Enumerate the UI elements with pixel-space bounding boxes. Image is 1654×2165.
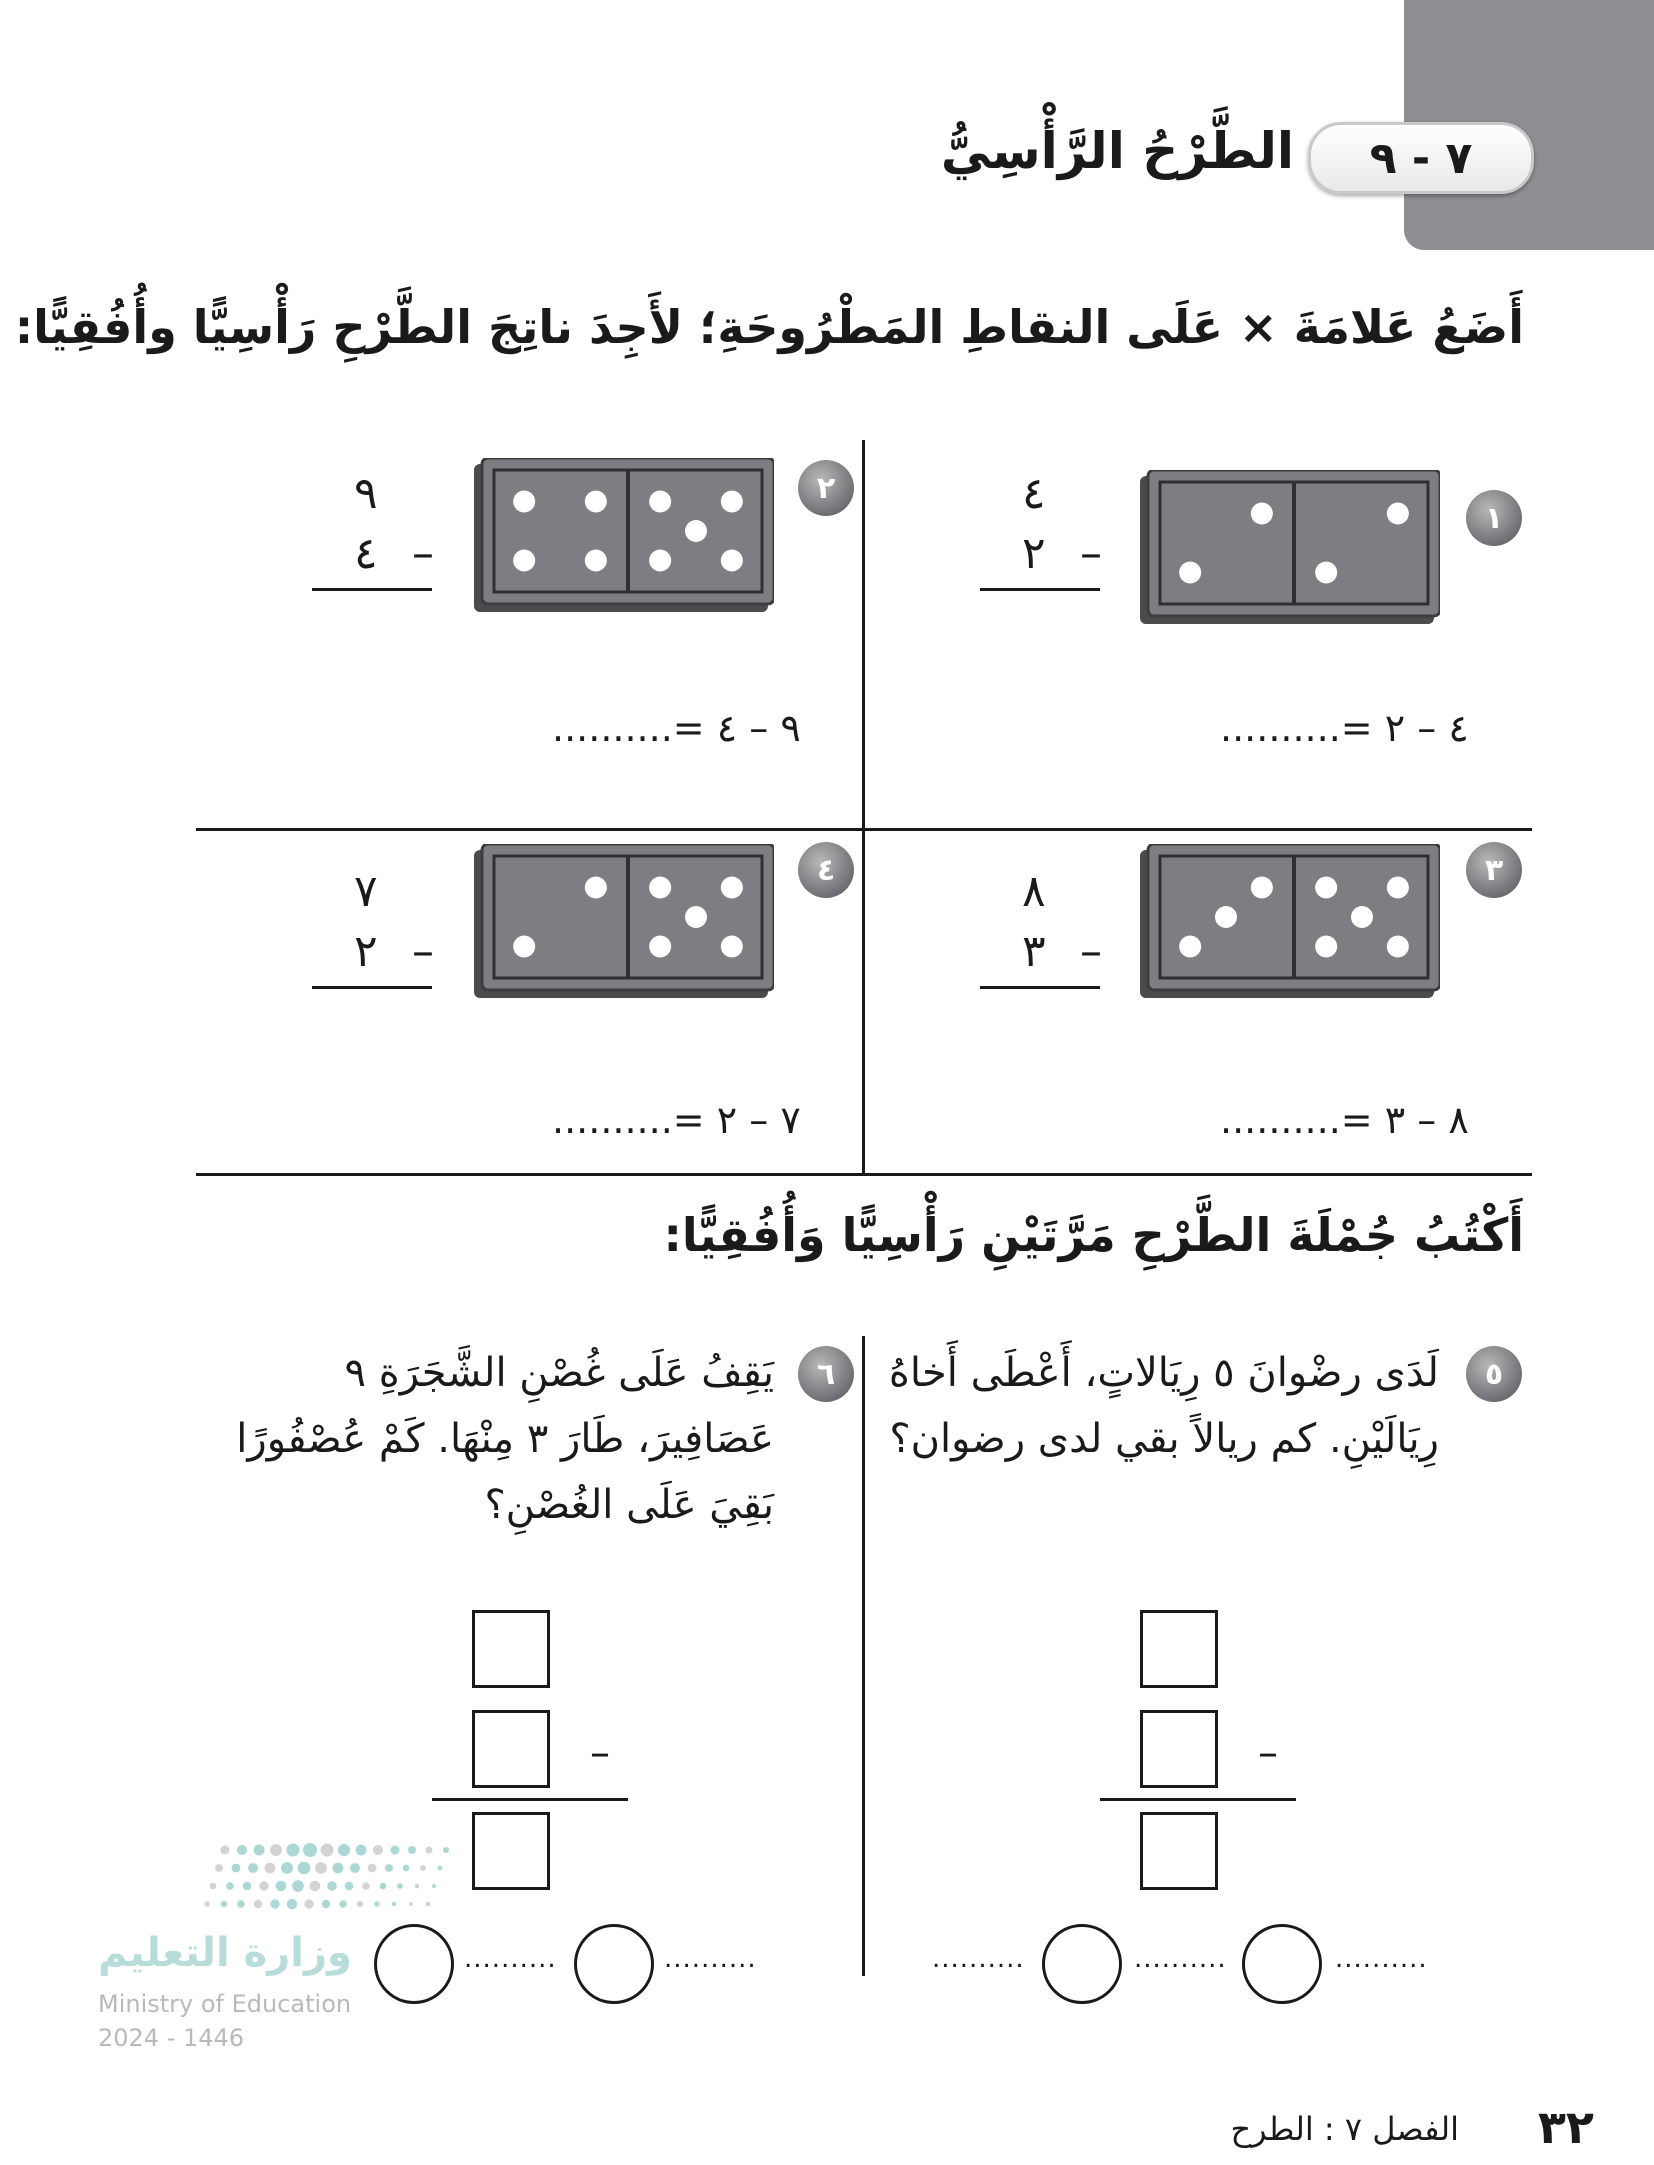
exercise-1-number: ١: [1484, 500, 1504, 536]
domino-right-pip: [649, 936, 671, 958]
lesson-title: الطَّرْحُ الرَّأْسِيُّ: [940, 122, 1294, 180]
exercise-3-top: ٨: [1022, 866, 1046, 917]
logo-dot: [339, 1900, 346, 1907]
logo-dot: [327, 1881, 337, 1891]
logo-dot: [374, 1901, 379, 1906]
answer-box-top[interactable]: [472, 1610, 550, 1688]
answer-dots[interactable]: ..........: [464, 1944, 557, 1974]
logo-dot: [281, 1862, 293, 1874]
domino-left-pip: [585, 491, 607, 513]
minus-sign: –: [590, 1730, 610, 1776]
logo-dot: [254, 1845, 265, 1856]
logo-dot: [315, 1862, 327, 1874]
logo-dot: [243, 1882, 252, 1891]
domino-right-pip: [1315, 562, 1337, 584]
logo-dot: [420, 1865, 426, 1871]
exercise-3-domino[interactable]: [1140, 844, 1440, 1004]
logo-dot: [357, 1901, 363, 1907]
exercise-3-bottom: ٣: [1022, 926, 1046, 977]
logo-dot: [210, 1883, 217, 1890]
domino-right-pip: [1387, 936, 1409, 958]
divider-horizontal-middle: [196, 828, 1532, 831]
domino-right-pip: [1387, 877, 1409, 899]
logo-dot: [321, 1844, 334, 1857]
logo-dot: [215, 1864, 223, 1872]
logo-dot: [237, 1845, 247, 1855]
exercise-4-vertical: [312, 862, 432, 989]
answer-box-middle[interactable]: [1140, 1710, 1218, 1788]
problem-5-number: ٥: [1484, 1356, 1504, 1392]
answer-box-middle[interactable]: [472, 1710, 550, 1788]
logo-dot: [391, 1846, 400, 1855]
exercise-1-vertical: [980, 464, 1100, 591]
problem-6-text: يَقِفُ عَلَى غُصْنِ الشَّجَرَةِ ٩ عَصَافِيرَ، طَارَ ٣ مِنْهَا. كَمْ عُصْفُورًا بَقِيَ عَلَى الغُصْنِ؟: [236, 1350, 774, 1528]
exercise-2-horizontal[interactable]: ٩ – ٤ =..........: [552, 706, 801, 750]
domino-right-pip: [721, 877, 743, 899]
logo-dot: [310, 1881, 321, 1892]
divider-vertical-top: [862, 440, 865, 1175]
logo-dot: [368, 1864, 377, 1873]
logo-arabic: وزارة التعليم: [98, 1930, 352, 1976]
minus-sign: –: [1258, 1730, 1278, 1776]
minus-sign: –: [412, 926, 434, 977]
domino-left-pip: [513, 936, 535, 958]
logo-dot: [287, 1899, 297, 1909]
logo-dot: [221, 1846, 230, 1855]
domino-right-pip: [1387, 503, 1409, 525]
domino-right-pip: [649, 550, 671, 572]
logo-dot: [432, 1884, 436, 1888]
exercise-3-badge: [1466, 842, 1522, 898]
answer-line: [1100, 1798, 1296, 1801]
problem-6-badge: [798, 1346, 854, 1402]
section1-instruction: أَضَعُ عَلامَةَ × عَلَى النقاطِ المَطْرُوحَةِ؛ لأَجِدَ ناتِجَ الطَّرْحِ رَأْسِيًّا وأُفُقِيًّا:: [14, 300, 1524, 354]
exercise-1-badge: [1466, 490, 1522, 546]
domino-right-pip: [685, 520, 707, 542]
domino-left-pip: [1179, 562, 1201, 584]
logo-dot: [333, 1863, 344, 1874]
section2-instruction: أَكْتُبُ جُمْلَةَ الطَّرْحِ مَرَّتَيْنِ رَأْسِيًّا وَأُفُقِيًّا:: [663, 1208, 1524, 1262]
exercise-2-vertical: [312, 464, 432, 591]
exercise-1-domino[interactable]: [1140, 470, 1440, 630]
answer-dots[interactable]: ..........: [664, 1944, 757, 1974]
logo-year: 2024 - 1446: [98, 2024, 245, 2052]
answer-dots[interactable]: ..........: [1335, 1944, 1428, 1974]
logo-dot: [259, 1881, 269, 1891]
logo-english: Ministry of Education: [98, 1990, 352, 2018]
logo-dot: [345, 1882, 354, 1891]
exercise-3-number: ٣: [1484, 852, 1504, 888]
problem-5-text: لَدَى رضْوانَ ٥ رِيَالاتٍ، أَعْطَى أَخاهُ رِيَالَيْنِ. كم ريالاً بقي لدى رضوان؟: [888, 1350, 1439, 1462]
answer-line: [980, 986, 1100, 989]
exercise-4-bottom: ٢: [354, 926, 378, 977]
logo-dot: [373, 1845, 383, 1855]
logo-dot: [204, 1901, 209, 1906]
minus-sign: –: [412, 528, 434, 579]
logo-dot: [408, 1846, 416, 1854]
exercise-1-horizontal[interactable]: ٤ – ٢ =..........: [1220, 706, 1469, 750]
domino-right-pip: [721, 491, 743, 513]
divider-horizontal-bottom: [196, 1173, 1532, 1176]
logo-dot: [426, 1902, 430, 1906]
exercise-4-badge: [798, 842, 854, 898]
exercise-2-badge: [798, 460, 854, 516]
page-number: ٣٢: [1537, 2100, 1594, 2154]
logo-dot: [292, 1880, 304, 1892]
logo-dot: [356, 1845, 367, 1856]
exercise-1-top: ٤: [1022, 468, 1046, 519]
domino-right-pip: [721, 936, 743, 958]
logo-dot: [403, 1865, 410, 1872]
exercise-3-horizontal[interactable]: ٨ – ٣ =..........: [1220, 1098, 1469, 1142]
logo-dot: [304, 1899, 313, 1908]
answer-line: [432, 1798, 628, 1801]
problem-5-badge: [1466, 1346, 1522, 1402]
logo-dot: [254, 1900, 262, 1908]
logo-dot: [438, 1866, 443, 1871]
logo-dot: [270, 1899, 279, 1908]
logo-dot: [232, 1864, 241, 1873]
logo-dot: [276, 1881, 287, 1892]
domino-right-pip: [685, 906, 707, 928]
operator-circle[interactable]: [1242, 1924, 1322, 2004]
domino-right-pip: [1315, 936, 1337, 958]
logo-dot: [226, 1882, 234, 1890]
answer-box-result[interactable]: [1140, 1812, 1218, 1890]
exercise-2-number: ٢: [816, 470, 836, 506]
domino-left-pip: [1215, 906, 1237, 928]
logo-dot: [409, 1902, 413, 1906]
logo-dot: [397, 1883, 403, 1889]
logo-dot: [248, 1863, 258, 1873]
chapter-label: الفصل ٧ : الطرح: [1230, 2110, 1459, 2148]
exercise-3-vertical: [980, 862, 1100, 989]
answer-line: [980, 588, 1100, 591]
domino-right-pip: [721, 550, 743, 572]
logo-dot: [221, 1901, 227, 1907]
problem-6-number: ٦: [816, 1356, 836, 1392]
logo-dot: [426, 1847, 433, 1854]
exercise-4-domino[interactable]: [474, 844, 774, 1004]
logo-dot: [298, 1862, 311, 1875]
logo-dot: [338, 1844, 350, 1856]
logo-dot: [415, 1884, 420, 1889]
answer-dots[interactable]: ..........: [1134, 1944, 1227, 1974]
domino-left-pip: [1251, 877, 1273, 899]
domino-left-pip: [1251, 503, 1273, 525]
minus-sign: –: [1080, 528, 1102, 579]
domino-left-pip: [585, 877, 607, 899]
answer-line: [312, 588, 432, 591]
operator-circle[interactable]: [574, 1924, 654, 2004]
answer-dots[interactable]: ..........: [932, 1944, 1025, 1974]
domino-right-pip: [1315, 877, 1337, 899]
answer-box-result[interactable]: [472, 1812, 550, 1890]
answer-box-top[interactable]: [1140, 1610, 1218, 1688]
lesson-number-badge: [1308, 122, 1534, 194]
divider-vertical-bottom: [862, 1336, 865, 1976]
logo-dot: [265, 1863, 276, 1874]
domino-left-pip: [513, 550, 535, 572]
logo-dot: [322, 1900, 330, 1908]
domino-left-pip: [513, 491, 535, 513]
exercise-2-bottom: ٤: [354, 528, 378, 579]
logo-dot: [392, 1902, 396, 1906]
exercise-4-top: ٧: [354, 866, 378, 917]
exercise-4-horizontal[interactable]: ٧ – ٢ =..........: [552, 1098, 801, 1142]
logo-dot: [443, 1847, 449, 1853]
logo-dot: [270, 1844, 282, 1856]
logo-dot: [380, 1883, 387, 1890]
logo-dot: [287, 1844, 300, 1857]
exercise-2-top: ٩: [354, 468, 378, 519]
logo-dot: [237, 1900, 244, 1907]
logo-dot: [385, 1864, 393, 1872]
logo-dot: [303, 1843, 317, 1857]
domino-right-pip: [649, 491, 671, 513]
exercise-1-bottom: ٢: [1022, 528, 1046, 579]
domino-right-pip: [649, 877, 671, 899]
domino-right-pip: [1351, 906, 1373, 928]
exercise-4-number: ٤: [816, 852, 836, 888]
domino-left-pip: [1179, 936, 1201, 958]
answer-line: [312, 986, 432, 989]
exercise-2-domino[interactable]: [474, 458, 774, 618]
lesson-number: ٧ - ٩: [1369, 132, 1473, 184]
minus-sign: –: [1080, 926, 1102, 977]
domino-left-pip: [585, 550, 607, 572]
operator-circle[interactable]: [1042, 1924, 1122, 2004]
logo-dot: [350, 1863, 360, 1873]
logo-dot: [362, 1882, 370, 1890]
